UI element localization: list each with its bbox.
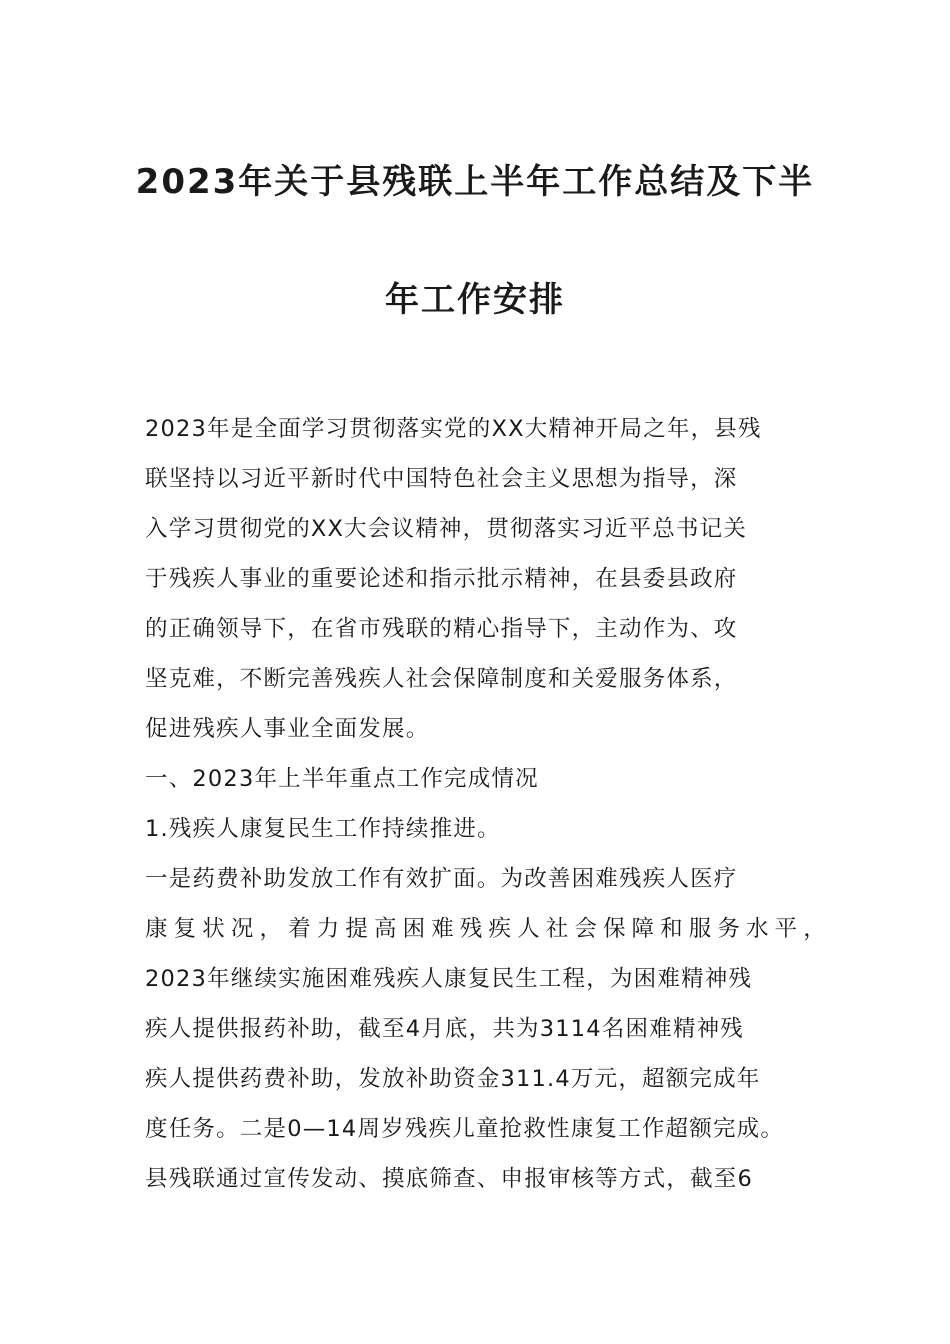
document-body: [145, 404, 827, 1204]
body-line: 促进残疾人事业全面发展。: [145, 716, 430, 742]
body-line: 的正确领导下，在省市残联的精心指导下，主动作为、攻: [145, 616, 738, 642]
body-line: 联坚持以习近平新时代中国特色社会主义思想为指导，深: [145, 466, 738, 492]
body-line: 度任务。二是0—14周岁残疾儿童抢救性康复工作超额完成。: [145, 1116, 785, 1142]
subsection-heading: 1.残疾人康复民生工作持续推进。: [145, 816, 501, 842]
body-line: 2023年是全面学习贯彻落实党的XX大精神开局之年，县残: [145, 416, 762, 442]
body-line: 疾人提供药费补助，发放补助资金311.4万元，超额完成年: [145, 1066, 761, 1092]
body-line: 一是药费补助发放工作有效扩面。为改善困难残疾人医疗: [145, 866, 738, 892]
body-line: 坚克难，不断完善残疾人社会保障制度和关爱服务体系，: [145, 666, 738, 692]
body-line: 县残联通过宣传发动、摸底筛查、申报审核等方式，截至6: [145, 1166, 754, 1192]
document-title-line-1: 2023年关于县残联上半年工作总结及下半: [135, 162, 815, 202]
section-heading: 一、2023年上半年重点工作完成情况: [145, 766, 539, 792]
body-line: 康复状况，着力提高困难残疾人社会保障和服务水平，: [145, 916, 827, 942]
body-line: 疾人提供报药补助，截至4月底，共为3114名困难精神残: [145, 1016, 744, 1042]
body-line: 入学习贯彻党的XX大会议精神，贯彻落实习近平总书记关: [145, 516, 748, 542]
body-line: 2023年继续实施困难残疾人康复民生工程，为困难精神残: [145, 966, 753, 992]
body-line: 于残疾人事业的重要论述和指示批示精神，在县委县政府: [145, 566, 738, 592]
document-title-line-2: 年工作安排: [385, 280, 565, 320]
